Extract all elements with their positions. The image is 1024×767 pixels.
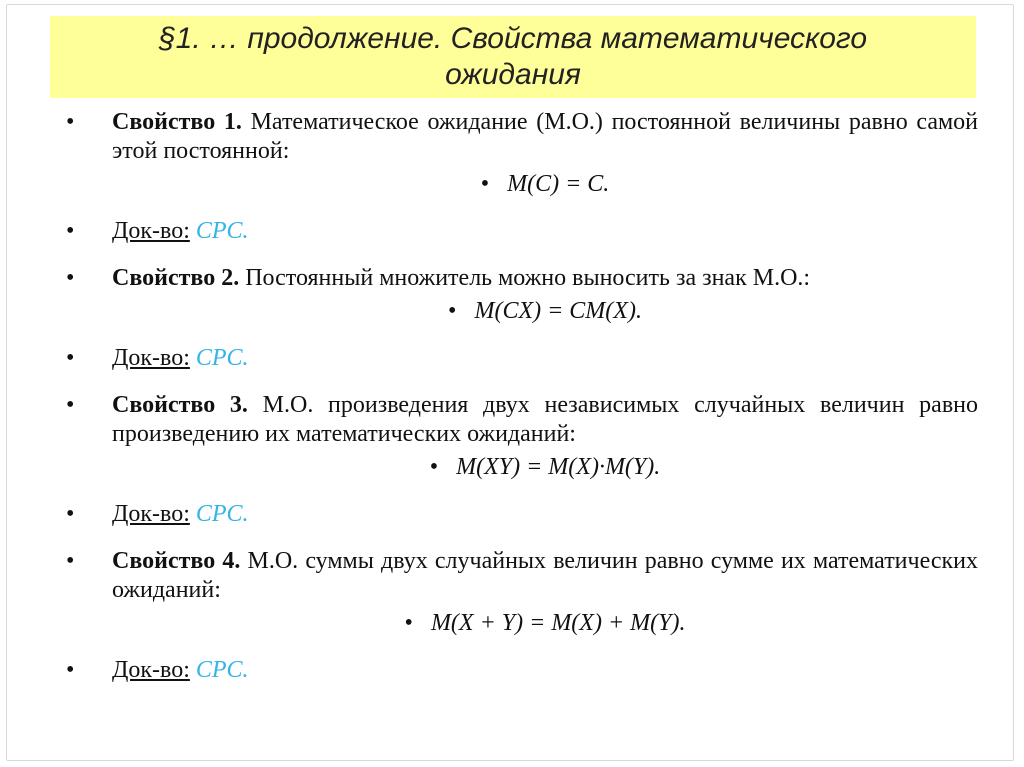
bullet: • xyxy=(429,454,439,480)
property-3 xyxy=(60,391,978,449)
title-banner xyxy=(50,16,976,98)
bullet: • xyxy=(404,610,413,636)
proof-3 xyxy=(60,500,978,529)
formula-3-text: M(XY) = M(X)·M(Y). xyxy=(456,454,661,480)
formula-4 xyxy=(60,609,978,638)
bullet: • xyxy=(66,501,75,527)
proof-3-value: СРС. xyxy=(195,501,249,527)
proof-3-label: Док-во: xyxy=(112,501,190,527)
property-4-text: М.О. суммы двух случайных величин равно сумме их математических ожиданий: xyxy=(112,548,979,603)
formula-1 xyxy=(60,170,978,199)
property-2 xyxy=(60,264,978,293)
proof-2-label: Док-во: xyxy=(112,345,190,371)
content-area xyxy=(60,108,978,703)
property-2-text: Постоянный множитель можно выносить за знак М.О.: xyxy=(239,265,811,291)
formula-1-text: M(C) = C. xyxy=(507,171,610,197)
property-3-label: Свойство 3. xyxy=(112,392,248,418)
proof-1 xyxy=(60,217,978,246)
proof-2-value: СРС. xyxy=(195,345,249,371)
proof-2 xyxy=(60,344,978,373)
bullet: • xyxy=(66,265,75,291)
property-4 xyxy=(60,547,978,605)
property-1 xyxy=(60,108,978,166)
property-3-text: М.О. произведения двух независимых случайных величин равно произведению их математических ожиданий: xyxy=(112,392,978,447)
page-title: §1. … продолжение. Свойства математического ожидания xyxy=(158,22,868,91)
formula-3 xyxy=(60,453,978,482)
bullet: • xyxy=(66,657,75,683)
property-2-label: Свойство 2. xyxy=(112,265,240,291)
property-4-label: Свойство 4. xyxy=(112,548,241,574)
proof-4-label: Док-во: xyxy=(112,657,190,683)
formula-2 xyxy=(60,297,978,326)
formula-2-text: M(CX) = CM(X). xyxy=(474,298,642,324)
proof-4 xyxy=(60,656,978,685)
bullet: • xyxy=(480,171,490,197)
bullet: • xyxy=(448,298,457,324)
bullet: • xyxy=(66,218,75,244)
formula-4-text: M(X + Y) = M(X) + M(Y). xyxy=(430,610,686,636)
proof-1-value: СРС. xyxy=(195,218,249,244)
proof-1-label: Док-во: xyxy=(112,218,190,244)
bullet: • xyxy=(66,392,75,418)
bullet: • xyxy=(66,345,75,371)
bullet: • xyxy=(66,548,75,574)
property-1-text: Математическое ожидание (М.О.) постоянной величины равно самой этой постоянной: xyxy=(112,109,979,164)
property-1-label: Свойство 1. xyxy=(112,109,242,135)
proof-4-value: СРС. xyxy=(195,657,249,683)
bullet: • xyxy=(66,109,75,135)
